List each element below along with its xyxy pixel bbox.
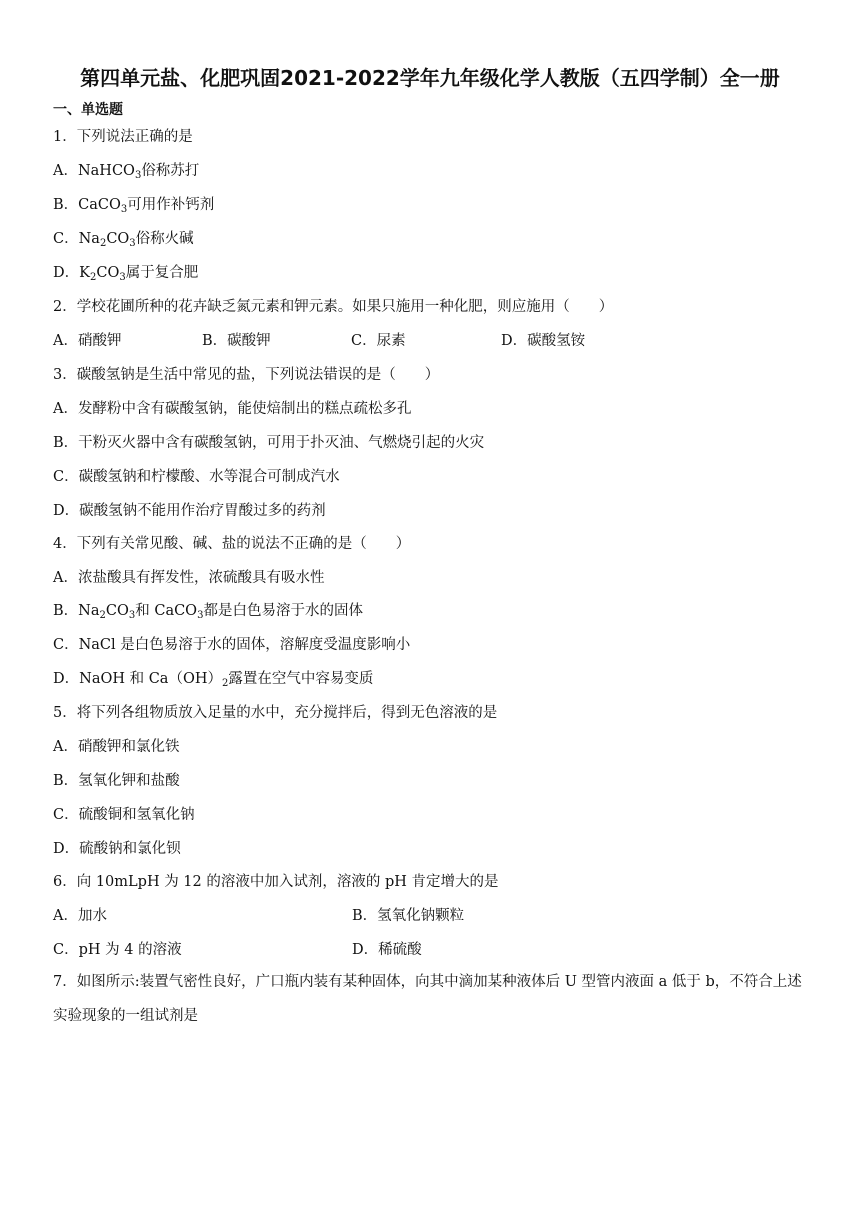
- question-1-option-c[interactable]: C．$Na_2CO_3$俗称火碱: [53, 231, 194, 249]
- question-6-option-d[interactable]: D．稀硫酸: [352, 942, 422, 958]
- question-5-option-b[interactable]: B．氢氧化钾和盐酸: [53, 773, 180, 789]
- question-5-option-a[interactable]: A．硝酸钾和氯化铁: [53, 739, 180, 755]
- question-6-option-c[interactable]: C．pH 为 4 的溶液: [53, 942, 182, 958]
- question-3-option-d[interactable]: D．碳酸氢钠不能用作治疗胃酸过多的药剂: [53, 503, 326, 519]
- question-3-option-b[interactable]: B．干粉灭火器中含有碳酸氢钠，可用于扑灭油、气燃烧引起的火灾: [53, 435, 485, 451]
- section-heading: 一、单选题: [53, 102, 123, 118]
- question-6-option-b[interactable]: B．氢氧化钠颗粒: [352, 908, 465, 924]
- page-title: 第四单元盐、化肥巩固2021-2022学年九年级化学人教版（五四学制）全一册: [80, 66, 780, 90]
- question-1-option-d[interactable]: D．$K_2CO_3$属于复合肥: [53, 265, 199, 283]
- question-4-option-b[interactable]: B．$Na_2CO_3$和 CaCO$_3$都是白色易溶于水的固体: [53, 603, 363, 621]
- question-7-stem: 7．如图所示:装置气密性良好，广口瓶内装有某种固体，向其中滴加某种液体后 U 型管内液面 a 低于 b，不符合上述实验现象的一组试剂是: [53, 974, 802, 1024]
- question-5-option-c[interactable]: C．硫酸铜和氢氧化钠: [53, 807, 195, 823]
- question-6-option-a[interactable]: A．加水: [53, 908, 107, 924]
- question-3-option-c[interactable]: C．碳酸氢钠和柠檬酸、水等混合可制成汽水: [53, 469, 340, 485]
- question-1-stem: 1．下列说法正确的是: [53, 129, 193, 145]
- question-5-option-d[interactable]: D．硫酸钠和氯化钡: [53, 841, 181, 857]
- question-2-stem: 2．学校花圃所种的花卉缺乏氮元素和钾元素。如果只施用一种化肥，则应施用（ ）: [53, 299, 614, 315]
- question-2-option-b[interactable]: B．碳酸钾: [202, 333, 271, 349]
- question-2-option-d[interactable]: D．碳酸氢铵: [501, 333, 586, 349]
- question-4-stem: 4．下列有关常见酸、碱、盐的说法不正确的是（ ）: [53, 536, 411, 552]
- question-1-option-a[interactable]: A．NaHCO$_3$俗称苏打: [53, 163, 200, 181]
- question-4-option-c[interactable]: C．NaCl 是白色易溶于水的固体，溶解度受温度影响小: [53, 637, 411, 653]
- question-4-option-a[interactable]: A．浓盐酸具有挥发性，浓硫酸具有吸水性: [53, 570, 325, 586]
- question-5-stem: 5．将下列各组物质放入足量的水中，充分搅拌后，得到无色溶液的是: [53, 705, 498, 721]
- question-4-option-d[interactable]: D．NaOH 和 $Ca(OH)_2$露置在空气中容易变质: [53, 671, 374, 689]
- question-6-stem: 6．向 10mLpH 为 12 的溶液中加入试剂，溶液的 pH 肯定增大的是: [53, 874, 499, 890]
- question-3-option-a[interactable]: A．发酵粉中含有碳酸氢钠，能使焙制出的糕点疏松多孔: [53, 401, 412, 417]
- question-2-option-a[interactable]: A．硝酸钾: [53, 333, 122, 349]
- question-3-stem: 3．碳酸氢钠是生活中常见的盐，下列说法错误的是（ ）: [53, 367, 440, 383]
- question-1-option-b[interactable]: B．CaCO$_3$可用作补钙剂: [53, 197, 215, 215]
- question-2-option-c[interactable]: C．尿素: [351, 333, 406, 349]
